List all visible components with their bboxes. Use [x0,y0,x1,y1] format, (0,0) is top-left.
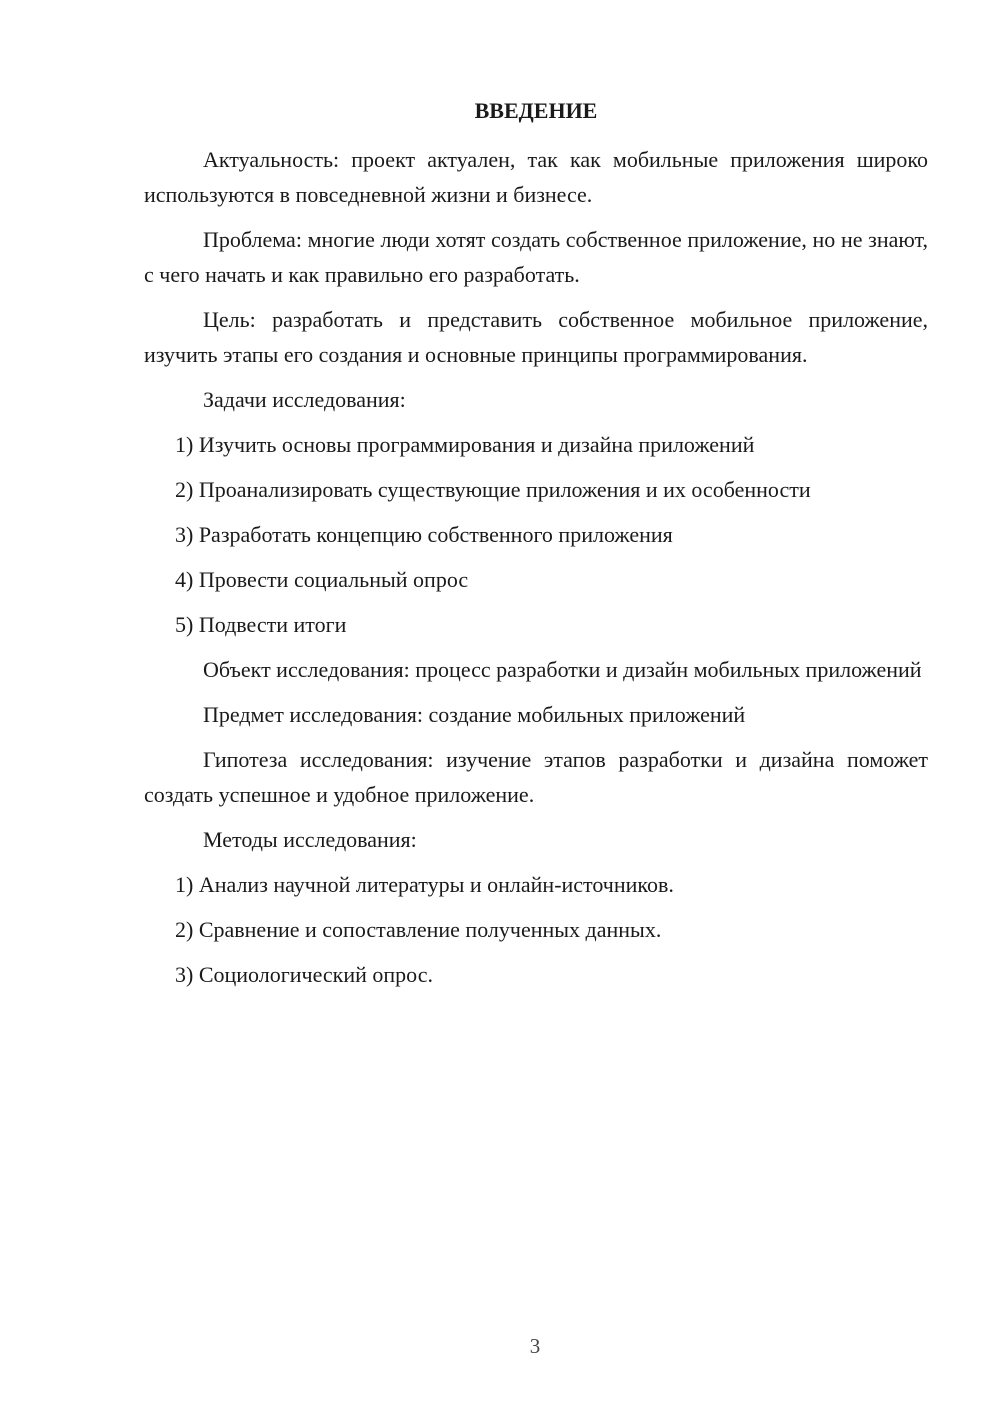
subject-paragraph: Предмет исследования: создание мобильных приложений [203,702,746,727]
goal-paragraph: Цель: разработать и представить собственное мобильное приложение, изучить этапы его создания и основные принципы программирования. [144,307,928,367]
relevance-paragraph: Актуальность: проект актуален, так как мобильные приложения широко используются в повседневной жизни и бизнесе. [144,147,928,207]
task-item: 4) Провести социальный опрос [175,567,469,592]
task-item: 3) Разработать концепцию собственного приложения [175,522,673,547]
object-paragraph: Объект исследования: процесс разработки и дизайн мобильных приложений [203,657,922,682]
section-title: ВВЕДЕНИЕ [474,98,598,123]
hypothesis-paragraph: Гипотеза исследования: изучение этапов разработки и дизайна поможет создать успешное и удобное приложение. [144,747,928,807]
method-item: 3) Социологический опрос. [175,962,433,987]
methods-heading: Методы исследования: [203,827,417,852]
page-content [144,96,928,1002]
task-item: 2) Проанализировать существующие приложения и их особенности [175,477,811,502]
problem-paragraph: Проблема: многие люди хотят создать собственное приложение, но не знают, с чего начать и как правильно его разработать. [144,227,928,287]
method-item: 2) Сравнение и сопоставление полученных данных. [175,917,662,942]
task-item: 1) Изучить основы программирования и дизайна приложений [175,432,755,457]
task-item: 5) Подвести итоги [175,612,347,637]
page-number: 3 [529,1334,541,1358]
tasks-heading: Задачи исследования: [203,387,406,412]
method-item: 1) Анализ научной литературы и онлайн-источников. [175,872,674,897]
